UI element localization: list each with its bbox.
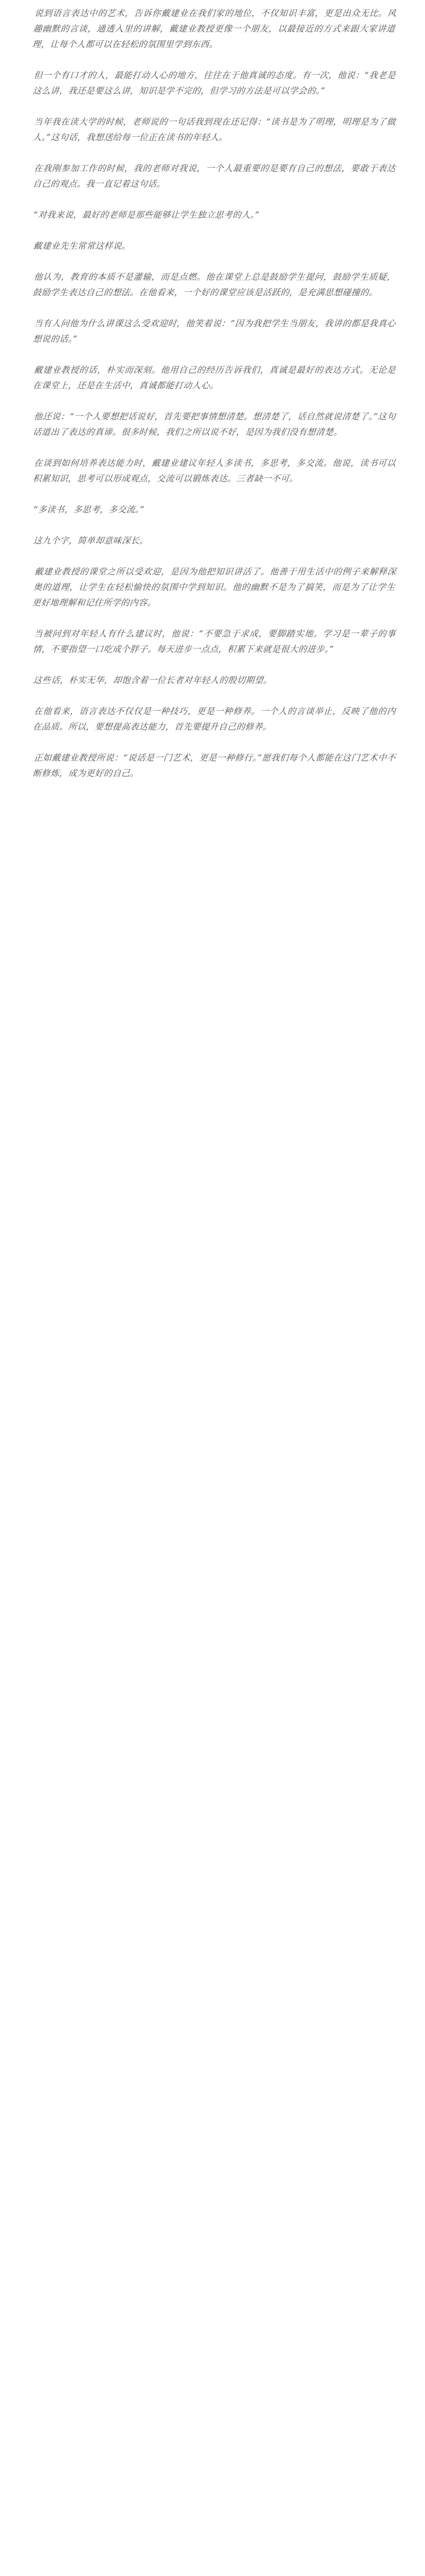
paragraph: 正如戴建业教授所说：“说话是一门艺术，更是一种修行。”愿我们每个人都能在这门艺术中不断修炼，成为更好的自己。 <box>32 753 396 778</box>
paragraph: 他认为，教育的本质不是灌输，而是点燃。他在课堂上总是鼓励学生提问，鼓励学生质疑，鼓励学生表达自己的想法。在他看来，一个好的课堂应该是活跃的，是充满思想碰撞的。 <box>32 272 396 298</box>
paragraph: 说到语言表达中的艺术，告诉你戴建业在我们家的地位，不仅知识丰富，更是出众无比。风趣幽默的言谈，通透入里的讲解，戴建业教授更像一个朋友，以最接近的方式来跟大家讲道理，让每个人都可以在轻松的氛围里学到东西。 <box>32 8 397 49</box>
paragraph: 他还说：“一个人要想把话说好，首先要把事情想清楚。想清楚了，话自然就说清楚了。”这句话道出了表达的真谛。很多时候，我们之所以说不好，是因为我们没有想清楚。 <box>32 411 396 437</box>
paragraph: 这九个字，简单却意味深长。 <box>33 535 149 546</box>
paragraph: 当年我在读大学的时候，老师说的一句话我到现在还记得：“读书是为了明理，明理是为了做人。”这句话，我想送给每一位正在读书的年轻人。 <box>32 117 396 142</box>
paragraph: 戴建业先生常常这样说。 <box>33 241 132 251</box>
paragraph: 戴建业教授的话，朴实而深刻。他用自己的经历告诉我们，真诚是最好的表达方式。无论是在课堂上，还是在生活中，真诚都能打动人心。 <box>32 365 396 391</box>
paragraph: 戴建业教授的课堂之所以受欢迎，是因为他把知识讲活了。他善于用生活中的例子来解释深奥的道理，让学生在轻松愉快的氛围中学到知识。他的幽默不是为了搞笑，而是为了让学生更好地理解和记住所学的内容。 <box>32 566 397 608</box>
paragraph: 当被问到对年轻人有什么建议时，他说：“不要急于求成，要脚踏实地。学习是一辈子的事情，不要指望一口吃成个胖子。每天进步一点点，积累下来就是很大的进步。” <box>32 628 396 654</box>
paragraph: 在谈到如何培养表达能力时，戴建业建议年轻人多读书，多思考，多交流。他说，读书可以积累知识，思考可以形成观点，交流可以锻炼表达。三者缺一不可。 <box>32 458 396 484</box>
paragraph: 这些话，朴实无华，却饱含着一位长者对年轻人的殷切期望。 <box>33 675 273 685</box>
paragraph: 在他看来，语言表达不仅仅是一种技巧，更是一种修养。一个人的言谈举止，反映了他的内在品质。所以，要想提高表达能力，首先要提升自己的修养。 <box>32 706 396 732</box>
paragraph: “对我来说，最好的老师是那些能够让学生独立思考的人。” <box>33 210 260 220</box>
paragraph: 当有人问他为什么讲课这么受欢迎时，他笑着说：“因为我把学生当朋友，我讲的都是我真心想说的话。” <box>32 318 396 344</box>
paragraph: 在我刚参加工作的时候，我的老师对我说，一个人最重要的是要有自己的想法，要敢于表达自己的观点。我一直记着这句话。 <box>32 163 396 189</box>
paragraph: 但一个有口才的人，最能打动人心的地方，往往在于他真诚的态度。有一次，他说：“我老是这么讲，我还是要这么讲，知识是学不完的，但学习的方法是可以学会的。” <box>32 70 396 96</box>
paragraph: “多读书，多思考，多交流。” <box>33 504 145 515</box>
